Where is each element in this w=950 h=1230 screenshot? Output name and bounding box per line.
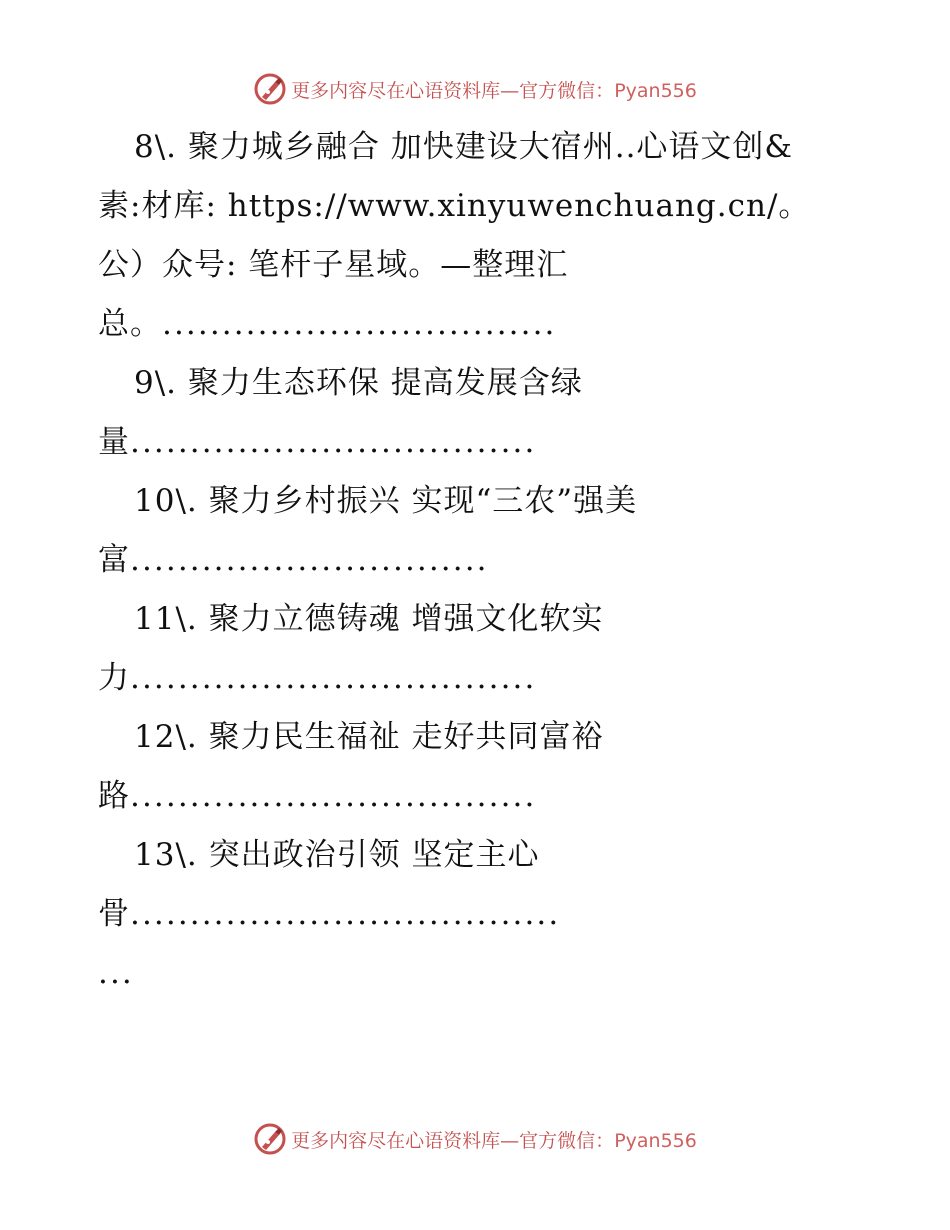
toc-entry-12-page-prefix: 路 bbox=[98, 778, 130, 814]
toc-entry-13-line-3 bbox=[98, 944, 858, 1003]
toc-entry-10-page-prefix: 富 bbox=[98, 542, 130, 578]
toc-entry-11-leader-dots: .................................. bbox=[130, 660, 537, 696]
footer-banner bbox=[0, 1122, 950, 1156]
toc-entry-12-line-1: 12\. 聚力民生福祉 走好共同富裕 bbox=[134, 719, 604, 755]
toc-entry-10-leader-dots: .............................. bbox=[130, 542, 489, 578]
header-banner-dash: — bbox=[500, 79, 520, 102]
toc-entry-9-page-prefix: 量 bbox=[98, 424, 130, 460]
footer-banner-id: Pyan556 bbox=[614, 1129, 697, 1152]
toc-entry-8-line-3: 公）众号: 笔杆子星域。—整理汇 bbox=[98, 247, 569, 283]
toc-entry-8-leader-dots: ................................. bbox=[162, 306, 557, 342]
toc-entry-11-line-2 bbox=[98, 649, 858, 708]
toc-entry-9-line-2 bbox=[98, 413, 858, 472]
toc-entry-10-line-2 bbox=[98, 531, 858, 590]
toc-entry-13-line-1: 13\. 突出政治引领 坚定主心 bbox=[134, 837, 540, 873]
toc-body bbox=[98, 118, 858, 1003]
footer-banner-dash: — bbox=[500, 1129, 520, 1152]
toc-entry-13-line-2 bbox=[98, 885, 858, 944]
toc-entry-10-line-1: 10\. 聚力乡村振兴 实现“三农”强美 bbox=[134, 483, 638, 519]
toc-entry-8-line-2: 素:材库: https://www.xinyuwenchuang.cn/。 bbox=[98, 188, 811, 224]
toc-entry-12-line-2 bbox=[98, 767, 858, 826]
footer-banner-wechat: 官方微信： bbox=[519, 1129, 615, 1152]
footer-banner-main: 更多内容尽在心语资料库 bbox=[291, 1129, 501, 1152]
header-banner-text bbox=[291, 76, 697, 103]
footer-banner-text bbox=[291, 1126, 697, 1153]
toc-entry-12-leader-dots: .................................. bbox=[130, 778, 537, 814]
toc-entry-8-page-prefix: 总。 bbox=[98, 306, 162, 342]
toc-entry-13-leader-dots-continued: ... bbox=[98, 955, 134, 991]
toc-entry-9-leader-dots: .................................. bbox=[130, 424, 537, 460]
pen-logo-icon bbox=[253, 1122, 287, 1156]
toc-entry-11-page-prefix: 力 bbox=[98, 660, 130, 696]
toc-entry-13-leader-dots: .................................... bbox=[130, 896, 561, 932]
toc-entry-9-line-1: 9\. 聚力生态环保 提高发展含绿 bbox=[134, 365, 583, 401]
toc-entry-8-line-4 bbox=[98, 295, 858, 354]
toc-entry-13-page-prefix: 骨 bbox=[98, 896, 130, 932]
toc-entry-8-line-1: 8\. 聚力城乡融合 加快建设大宿州..心语文创& bbox=[134, 129, 794, 165]
header-banner-main: 更多内容尽在心语资料库 bbox=[291, 79, 501, 102]
header-banner-wechat: 官方微信： bbox=[519, 79, 615, 102]
toc-entry-11-line-1: 11\. 聚力立德铸魂 增强文化软实 bbox=[134, 601, 604, 637]
pen-logo-icon bbox=[253, 72, 287, 106]
header-banner bbox=[0, 72, 950, 106]
header-banner-id: Pyan556 bbox=[614, 79, 697, 102]
